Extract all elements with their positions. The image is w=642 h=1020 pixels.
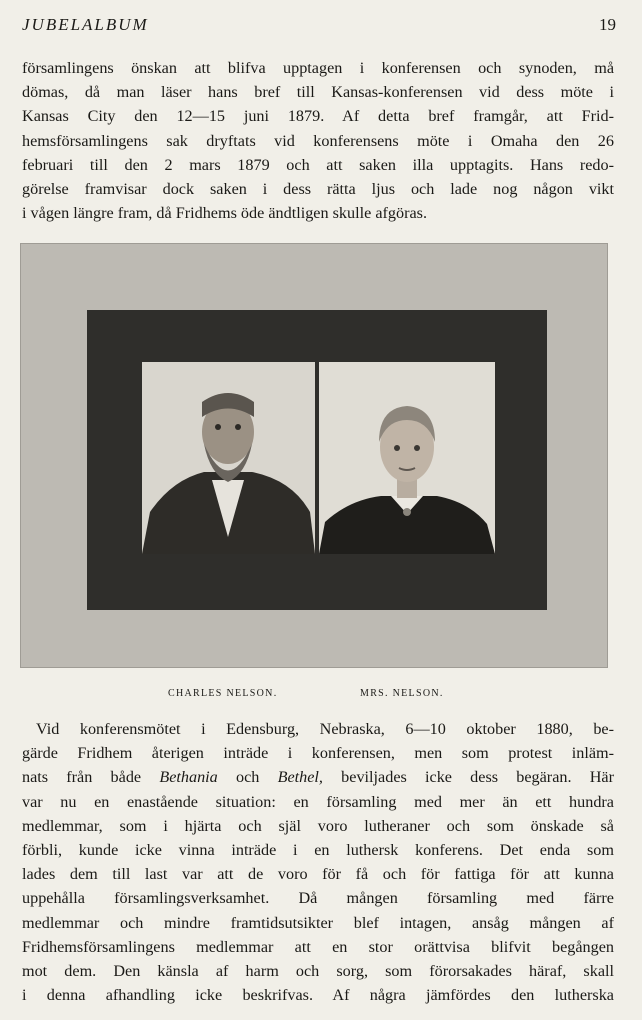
photo-mount xyxy=(87,310,547,610)
paragraph-2-line: var nu en enastående situation: en församling med mer än ett hundra xyxy=(22,792,614,811)
text-fragment: nats från både xyxy=(22,768,160,787)
paragraph-2-line: medlemmar, som i hjärta och själ voro lutheraner och som önskade så xyxy=(22,816,614,835)
page-header xyxy=(22,12,616,38)
paragraph-2-line-with-names xyxy=(22,765,614,789)
congregation-name-bethania: Bethania xyxy=(159,768,218,787)
portrait-charles-nelson-image xyxy=(142,362,315,554)
paragraph-2 xyxy=(22,717,614,1007)
photo-captions xyxy=(0,688,642,704)
paragraph-2-line: Vid konferensmötet i Edensburg, Nebraska, 6—10 oktober 1880, be- xyxy=(36,720,614,738)
paragraph-2-line: Fridhemsförsamlingens medlemmar att en stor orättvisa blifvit begången xyxy=(22,937,614,956)
paragraph-1-line: församlingens önskan att blifva upptagen i konferensen och synoden, må xyxy=(22,59,614,77)
paragraph-2-line: gärde Fridhem återigen inträde i konferensen, men som protest inläm- xyxy=(22,744,614,763)
congregation-name-bethel: Bethel, xyxy=(277,768,323,787)
caption-charles-nelson: CHARLES NELSON. xyxy=(168,688,278,699)
caption-mrs-nelson: MRS. NELSON. xyxy=(360,688,444,699)
portrait-mrs-nelson xyxy=(319,362,495,554)
portrait-charles-nelson xyxy=(142,362,315,554)
paragraph-2-line: lades dem till last var att de voro för få och för fattiga för att kunna xyxy=(22,865,614,884)
running-title: JUBELALBUM xyxy=(22,15,149,34)
paragraph-1-line: görelse framvisar dock saken i dess rätta ljus och lade nog någon vikt xyxy=(22,180,614,199)
page-number: 19 xyxy=(599,15,616,34)
paragraph-1-line: dömas, då man läser hans bref till Kansas-konferensen vid dess möte i xyxy=(22,83,614,102)
paragraph-1-line: i vågen längre fram, då Fridhems öde ändtligen skulle afgöras. xyxy=(22,204,428,223)
paragraph-2-line: förbli, kunde icke vinna inträde i en luthersk konferens. Det enda som xyxy=(22,841,614,860)
paragraph-1 xyxy=(22,56,614,225)
paragraph-1-line: Kansas City den 12—15 juni 1879. Af detta bref framgår, att Frid- xyxy=(22,107,614,126)
paragraph-2-line: medlemmar och mindre framtidsutsikter blef intagen, ansåg mången af xyxy=(22,913,614,932)
text-fragment: beviljades icke dess begäran. Här xyxy=(322,768,614,787)
portrait-mrs-nelson-image xyxy=(319,362,495,554)
text-fragment: och xyxy=(217,768,278,787)
paragraph-2-line: mot dem. Den känsla af harm och sorg, som förorsakades häraf, skall xyxy=(22,962,614,981)
paragraph-2-line: i denna afhandling icke beskrifvas. Af några jämfördes den lutherska xyxy=(22,986,614,1005)
paragraph-1-line: hemsförsamlingens sak dryftats vid konferensens möte i Omaha den 26 xyxy=(22,131,614,150)
paragraph-2-line: uppehålla församlingsverksamhet. Då mången församling med färre xyxy=(22,889,614,908)
paragraph-1-line: februari till den 2 mars 1879 och att saken illa upptagits. Hans redo- xyxy=(22,155,614,174)
photo-plate xyxy=(20,243,608,668)
